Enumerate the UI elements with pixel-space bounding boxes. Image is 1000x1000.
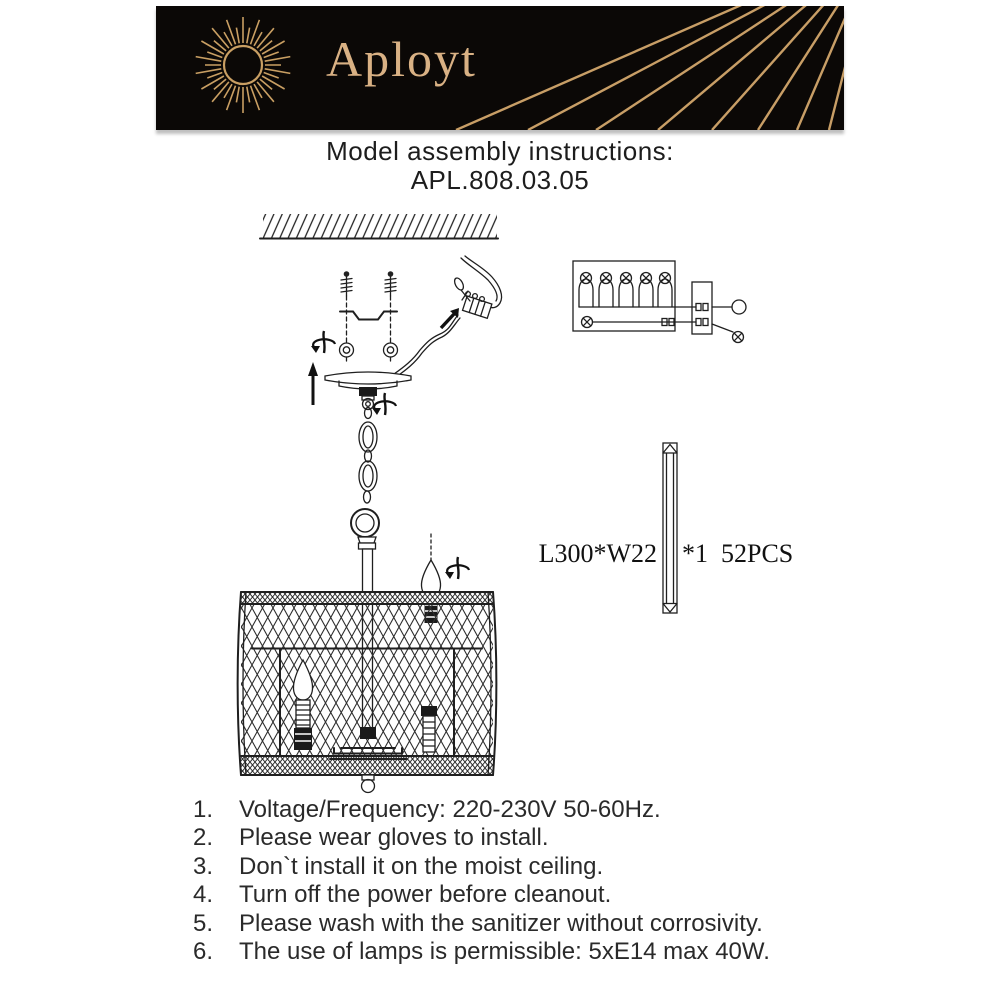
rotation-arrow-icon	[311, 331, 335, 353]
instruction-number: 2.	[193, 824, 214, 852]
crystal-qty-label: *1 52PCS	[682, 539, 794, 568]
instruction-number: 5.	[193, 909, 214, 937]
instructions-list	[193, 796, 873, 966]
model-number: APL.808.03.05	[410, 165, 590, 195]
instruction-number: 1.	[193, 796, 214, 823]
rotation-arrow-icon	[445, 557, 469, 579]
supply-wire	[394, 256, 502, 377]
instruction-text: Turn off the power before cleanout.	[239, 881, 612, 909]
ceiling-hatch	[260, 214, 498, 239]
instruction-number: 6.	[193, 938, 214, 966]
instruction-text: Don`t install it on the moist ceiling.	[239, 852, 604, 880]
terminal-connector	[463, 296, 492, 318]
drum-shade	[238, 592, 497, 793]
instruction-item	[193, 824, 873, 852]
instruction-number: 4.	[193, 881, 214, 909]
instruction-item	[193, 938, 873, 966]
instruction-text: The use of lamps is permissible: 5xE14 max 40W.	[239, 938, 770, 966]
rotation-arrow-icon	[372, 393, 396, 415]
ceiling-canopy	[325, 372, 411, 410]
crystal-size-label: L300*W22	[538, 539, 657, 568]
instruction-item	[193, 910, 873, 938]
instruction-item	[193, 853, 873, 881]
wiring-diagram	[573, 261, 746, 343]
brand-name: Aployt	[326, 31, 477, 87]
instruction-item	[193, 881, 873, 909]
instruction-number: 3.	[193, 852, 214, 880]
assembly-diagram	[150, 200, 860, 800]
brand-header	[156, 6, 844, 130]
up-arrow-icon	[308, 362, 318, 405]
corner-rays-decoration	[456, 6, 844, 130]
mounting-bracket	[340, 312, 397, 320]
inner-candle-lamp-left	[293, 660, 312, 750]
instruction-text: Please wear gloves to install.	[239, 824, 549, 852]
header-decoration	[156, 6, 844, 130]
instruction-text: Voltage/Frequency: 220-230V 50-60Hz.	[239, 796, 661, 823]
suspension-ring	[351, 509, 379, 537]
page-title: Model assembly instructions:	[326, 136, 674, 166]
mounting-screws	[340, 271, 398, 361]
sunburst-icon	[196, 17, 291, 113]
instruction-item	[193, 796, 873, 824]
crystal-strip	[663, 443, 677, 613]
instruction-text: Please wash with the sanitizer without corrosivity.	[239, 909, 763, 937]
inner-candle-lamp-right	[421, 706, 437, 752]
